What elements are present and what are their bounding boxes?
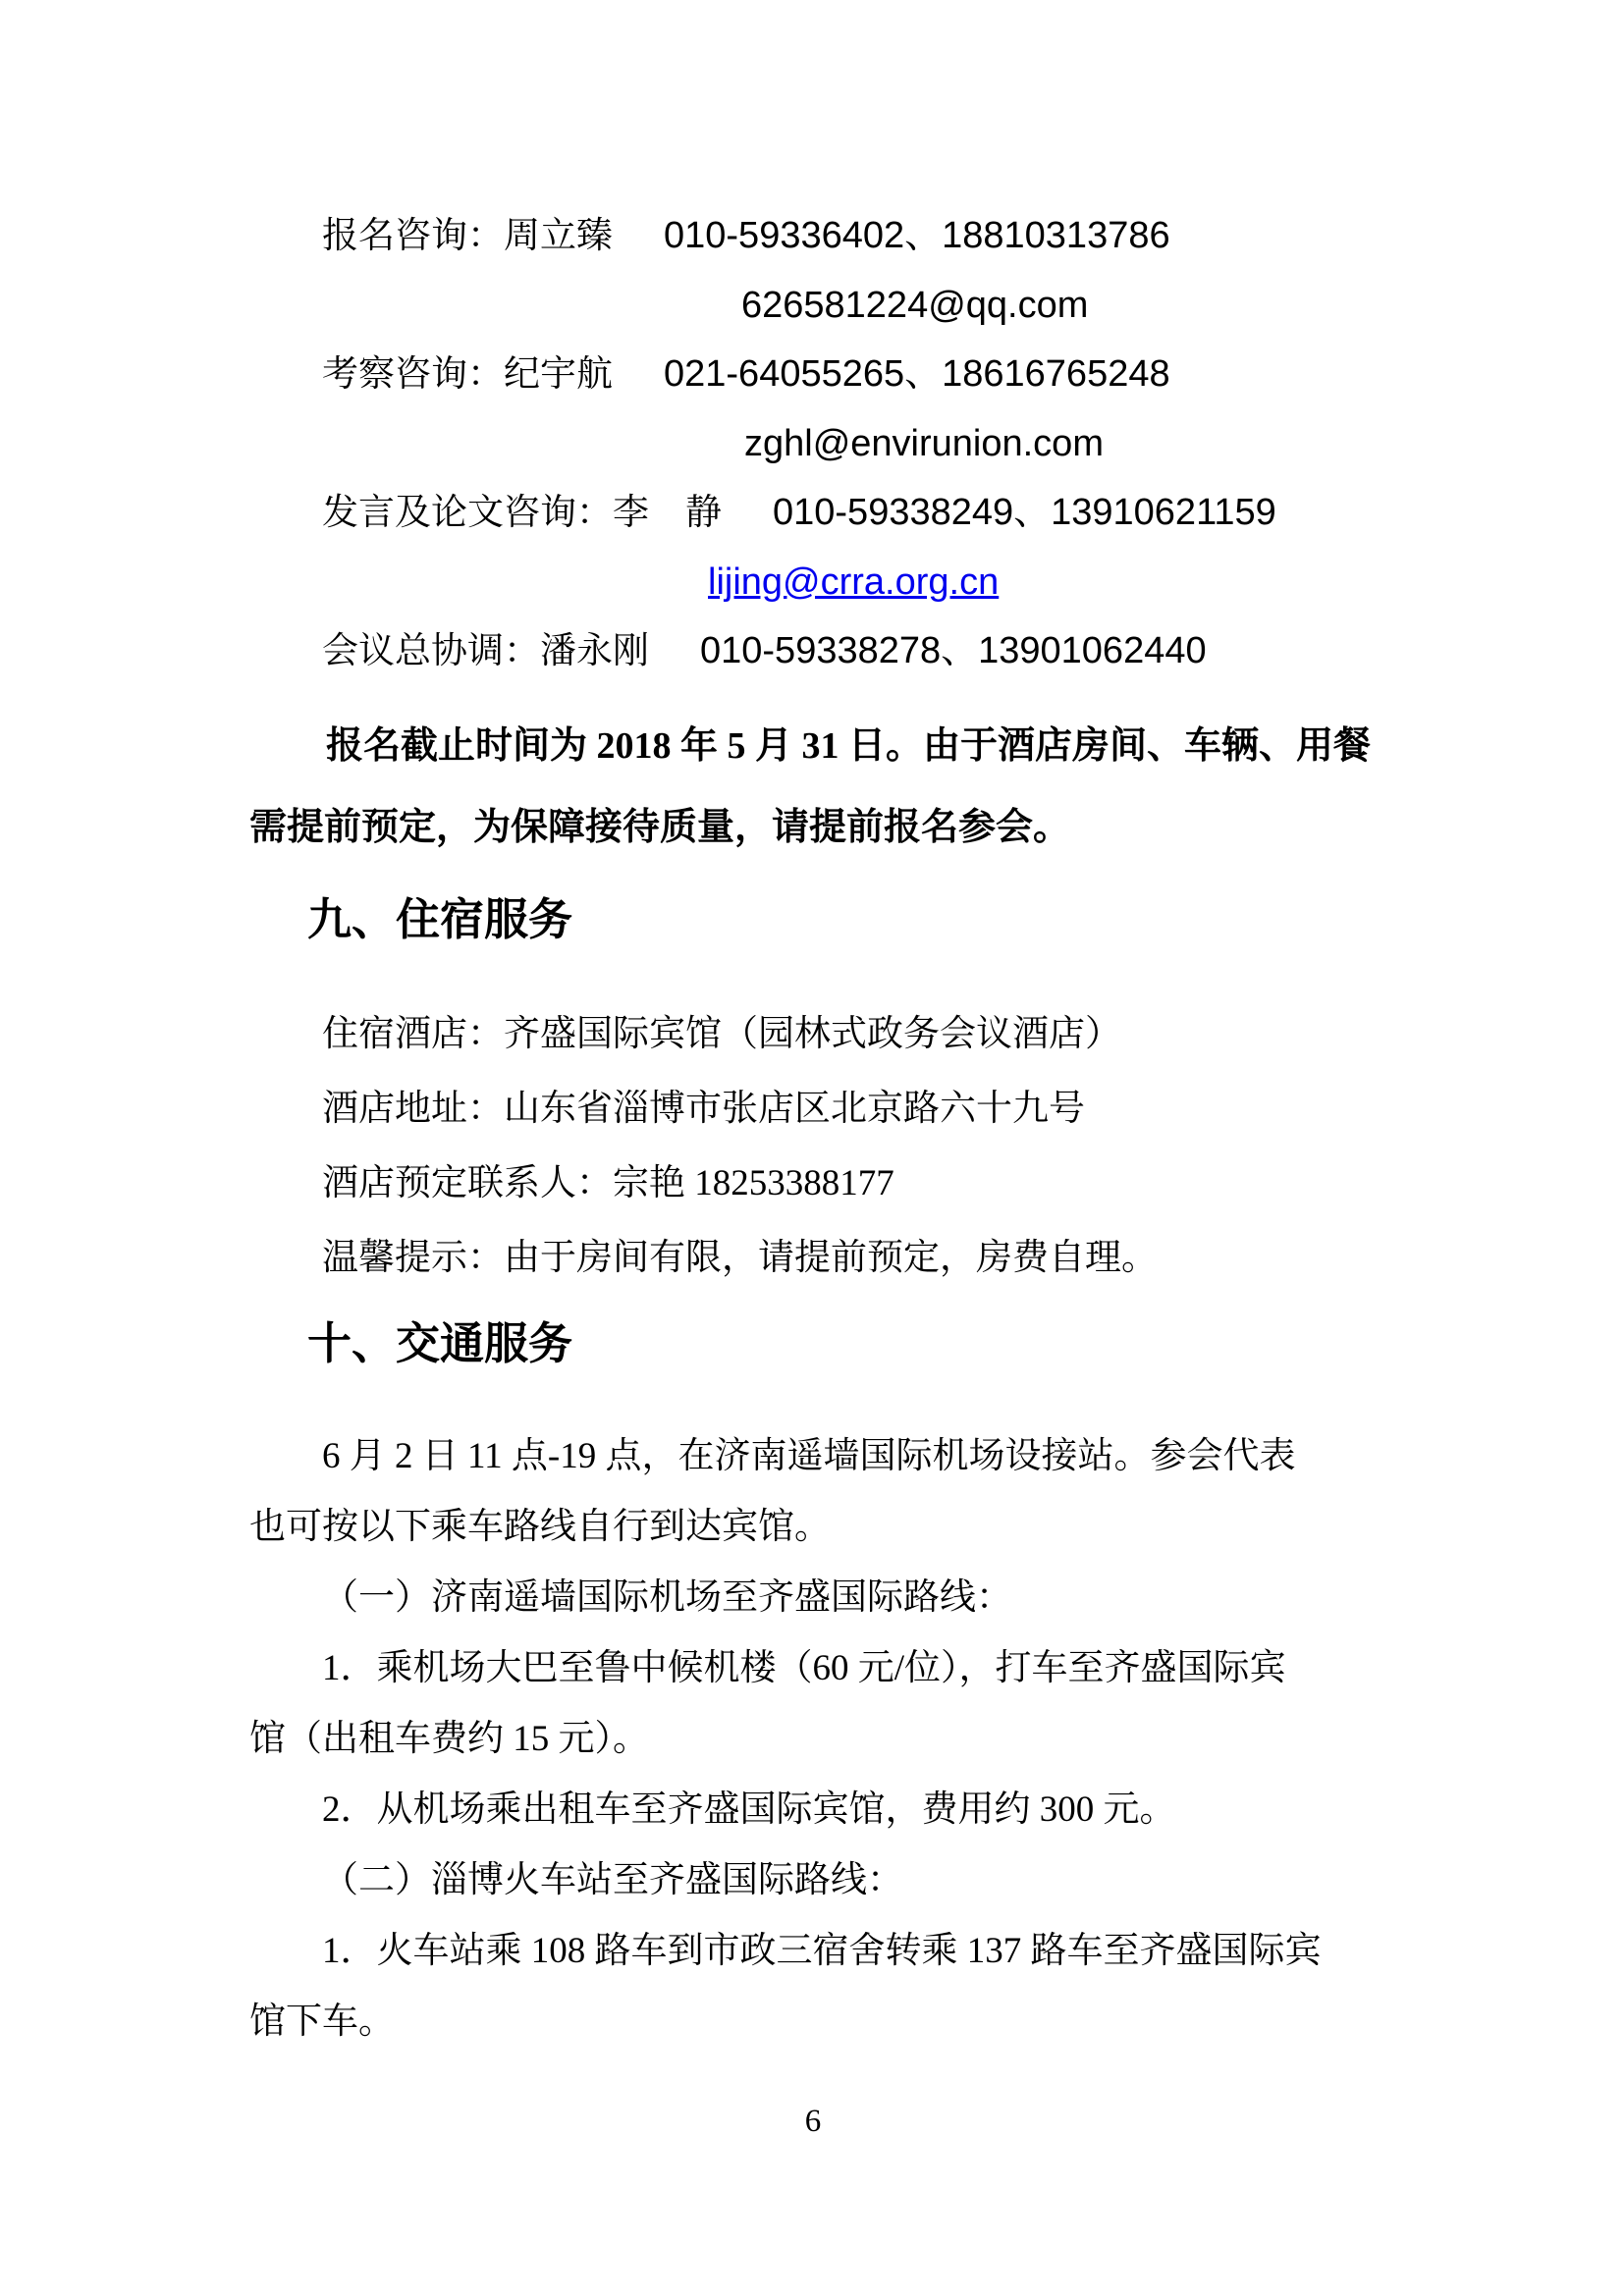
inspection-contact-email: zghl@envirunion.com xyxy=(744,423,1104,464)
page-number: 6 xyxy=(804,2104,822,2139)
registration-contact-email: 626581224@qq.com xyxy=(741,285,1089,326)
deadline-notice-line-1: 报名截止时间为 2018 年 5 月 31 日。由于酒店房间、车辆、用餐 xyxy=(326,725,1372,767)
section-heading-transportation: 十、交通服务 xyxy=(307,1319,573,1368)
hotel-booking-contact-line: 酒店预定联系人：宗艳 18253388177 xyxy=(322,1163,894,1203)
contact-line-registration xyxy=(249,201,1377,271)
coordination-contact-label: 会议总协调：潘永刚 xyxy=(322,631,649,671)
route2-item1-line-2: 馆下车。 xyxy=(249,2002,395,2042)
speech-paper-contact-label: 发言及论文咨询：李 静 xyxy=(322,493,722,533)
contact-line-coordination xyxy=(249,616,1377,686)
hotel-address-line: 酒店地址：山东省淄博市张店区北京路六十九号 xyxy=(322,1089,1085,1129)
route2-item1-line-1: 1．火车站乘 108 路车到市政三宿舍转乘 137 路车至齐盛国际宾 xyxy=(322,1931,1322,1971)
route1-title: （一）济南遥墙国际机场至齐盛国际路线： xyxy=(322,1577,1012,1618)
route1-item1-line-2: 馆（出租车费约 15 元）。 xyxy=(249,1719,649,1759)
section-heading-accommodation: 九、住宿服务 xyxy=(307,895,573,944)
route2-title: （二）淄博火车站至齐盛国际路线： xyxy=(322,1860,903,1900)
hotel-tip-line: 温馨提示：由于房间有限，请提前预定，房费自理。 xyxy=(322,1238,1158,1278)
transport-intro-line-2: 也可按以下乘车路线自行到达宾馆。 xyxy=(249,1507,831,1547)
email-hyperlink[interactable]: lijing@crra.org.cn xyxy=(708,561,1000,603)
speech-paper-contact-phones: 010-59338249、13910621159 xyxy=(773,492,1276,533)
contact-line-inspection xyxy=(249,340,1377,409)
route1-item2: 2．从机场乘出租车至齐盛国际宾馆，费用约 300 元。 xyxy=(322,1789,1176,1830)
coordination-contact-phones: 010-59338278、13901062440 xyxy=(700,630,1207,671)
route1-item1-line-1: 1．乘机场大巴至鲁中候机楼（60 元/位），打车至齐盛国际宾 xyxy=(322,1648,1286,1688)
accommodation-section xyxy=(249,997,1377,1296)
inspection-contact-phones: 021-64055265、18616765248 xyxy=(664,353,1170,395)
transportation-section xyxy=(249,1421,1377,2057)
registration-contact-phones: 010-59336402、18810313786 xyxy=(664,215,1170,256)
inspection-contact-label: 考察咨询：纪宇航 xyxy=(322,354,613,395)
transport-intro-line-1: 6 月 2 日 11 点-19 点，在济南遥墙国际机场设接站。参会代表 xyxy=(322,1436,1296,1476)
deadline-notice xyxy=(249,706,1377,869)
speech-paper-email-line xyxy=(249,548,1377,616)
hotel-name-line: 住宿酒店：齐盛国际宾馆（园林式政务会议酒店） xyxy=(322,1014,1121,1054)
contact-line-speech-paper xyxy=(249,478,1377,548)
registration-contact-label: 报名咨询：周立臻 xyxy=(322,216,613,256)
page-content xyxy=(249,201,1377,2143)
deadline-notice-line-2: 需提前预定，为保障接待质量，请提前报名参会。 xyxy=(249,807,1071,848)
